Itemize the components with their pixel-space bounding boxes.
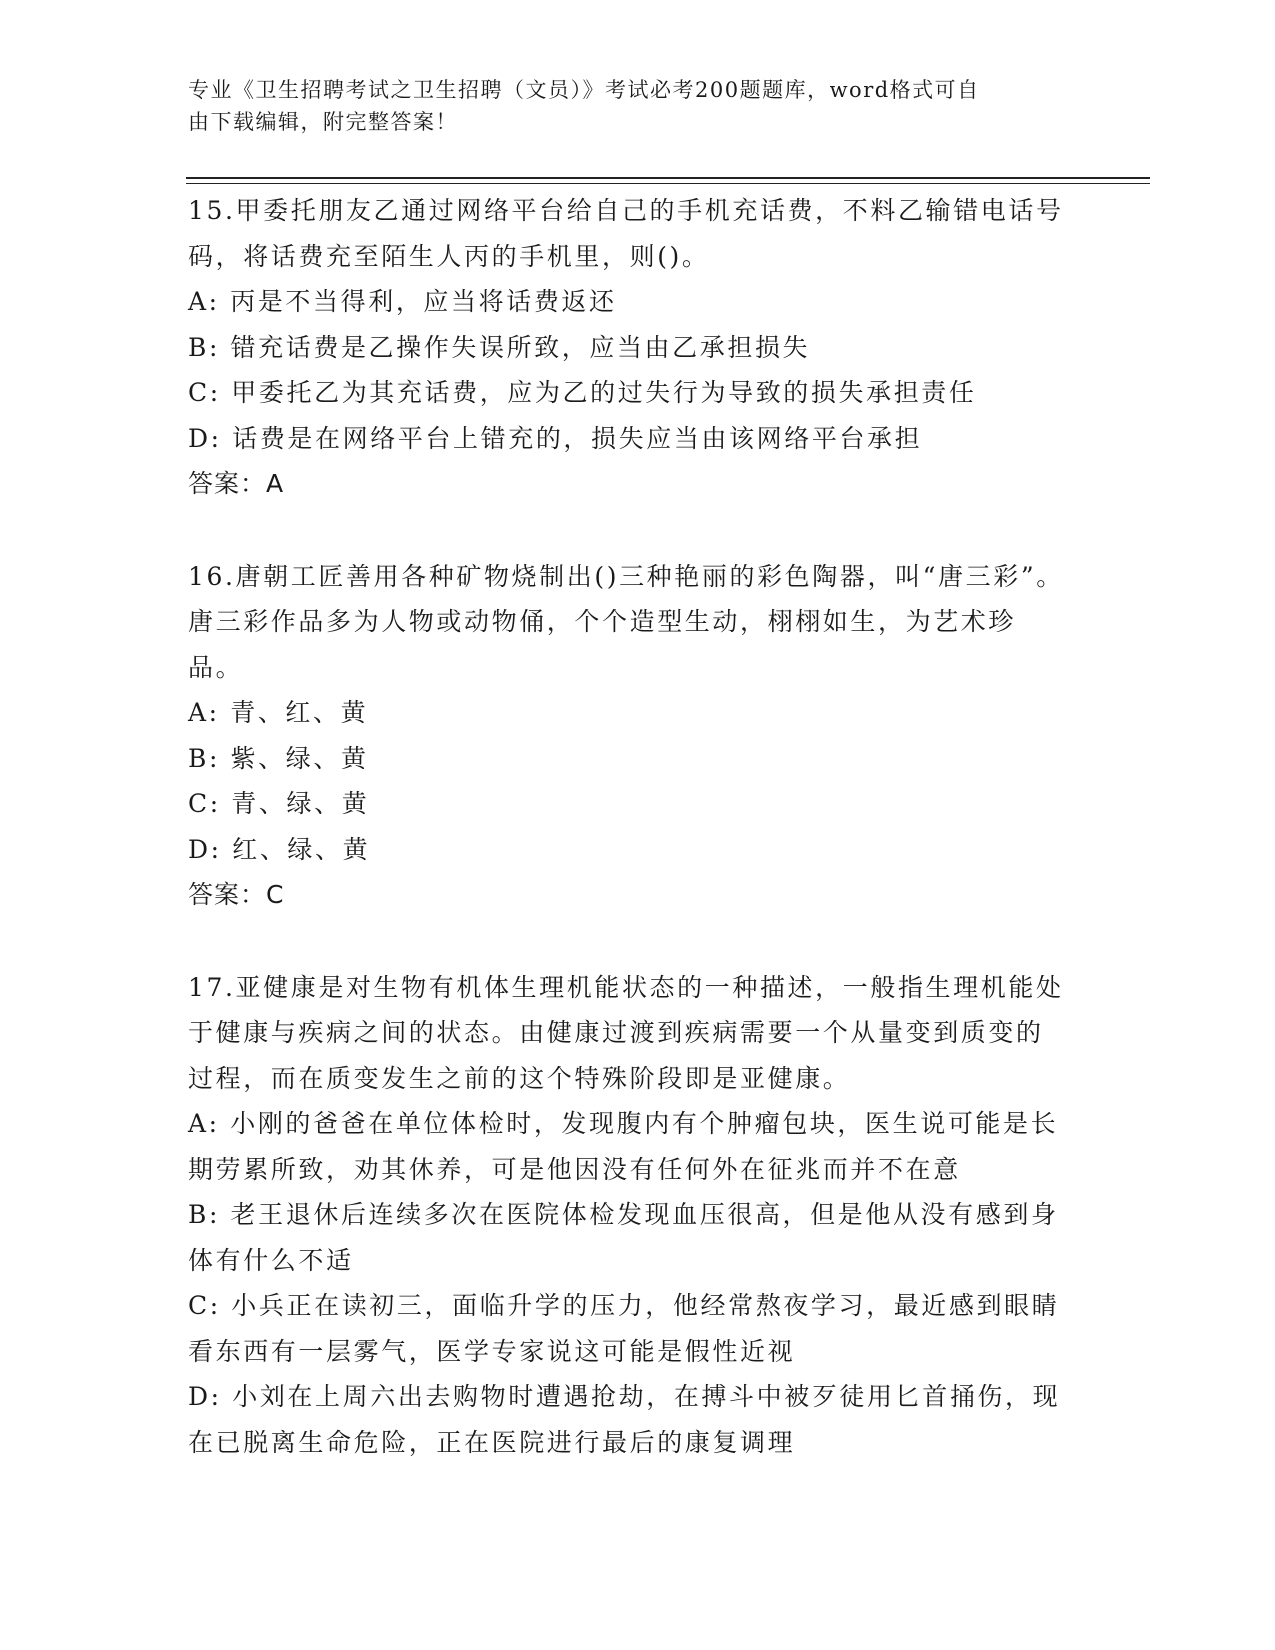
header-line-2: 由下载编辑，附完整答案！ <box>188 110 458 134</box>
option-a: A: 小刚的爸爸在单位体检时，发现腹内有个肿瘤包块，医生说可能是长期劳累所致，劝其休养，可是他因没有任何外在征兆而并不在意 <box>188 1109 1059 1184</box>
question-stem: 17.亚健康是对生物有机体生理机能状态的一种描述，一般指生理机能处于健康与疾病之间的状态。由健康过渡到疾病需要一个从量变到质变的过程，而在质变发生之前的这个特殊阶段即是亚健康。 <box>188 972 1064 1093</box>
answer-line: 答案：A <box>188 469 285 498</box>
option-a: A: 丙是不当得利，应当将话费返还 <box>188 287 617 316</box>
option-c: C: 小兵正在读初三，面临升学的压力，他经常熬夜学习，最近感到眼睛看东西有一层雾气，医学专家说这可能是假性近视 <box>188 1291 1060 1366</box>
header-divider-thin <box>186 183 1150 184</box>
question-list <box>188 188 1068 1512</box>
header-divider-thick <box>186 177 1150 179</box>
option-d: D: 红、绿、黄 <box>188 834 371 864</box>
question-16 <box>188 554 1068 918</box>
option-a: A: 青、红、黄 <box>188 698 369 727</box>
question-17 <box>188 965 1068 1466</box>
document-header <box>188 74 1068 138</box>
option-b: B: 紫、绿、黄 <box>188 743 369 773</box>
option-c: C: 青、绿、黄 <box>188 789 370 818</box>
header-line-1: 专业《卫生招聘考试之卫生招聘（文员）》考试必考200题题库，word格式可自 <box>188 78 980 102</box>
question-stem: 15.甲委托朋友乙通过网络平台给自己的手机充话费，不料乙输错电话号码，将话费充至陌生人丙的手机里，则()。 <box>188 196 1064 271</box>
question-15 <box>188 188 1068 507</box>
answer-line: 答案：C <box>188 880 285 909</box>
option-b: B: 老王退休后连续多次在医院体检发现血压很高，但是他从没有感到身体有什么不适 <box>188 1200 1059 1275</box>
option-b: B: 错充话费是乙操作失误所致，应当由乙承担损失 <box>188 332 811 362</box>
option-d: D: 话费是在网络平台上错充的，损失应当由该网络平台承担 <box>188 423 923 453</box>
question-stem: 16.唐朝工匠善用各种矿物烧制出()三种艳丽的彩色陶器，叫“唐三彩”。唐三彩作品多为人物或动物俑，个个造型生动，栩栩如生，为艺术珍品。 <box>188 561 1064 682</box>
option-d: D: 小刘在上周六出去购物时遭遇抢劫，在搏斗中被歹徒用匕首捅伤，现在已脱离生命危险，正在医院进行最后的康复调理 <box>188 1382 1061 1457</box>
option-c: C: 甲委托乙为其充话费，应为乙的过失行为导致的损失承担责任 <box>188 378 977 407</box>
